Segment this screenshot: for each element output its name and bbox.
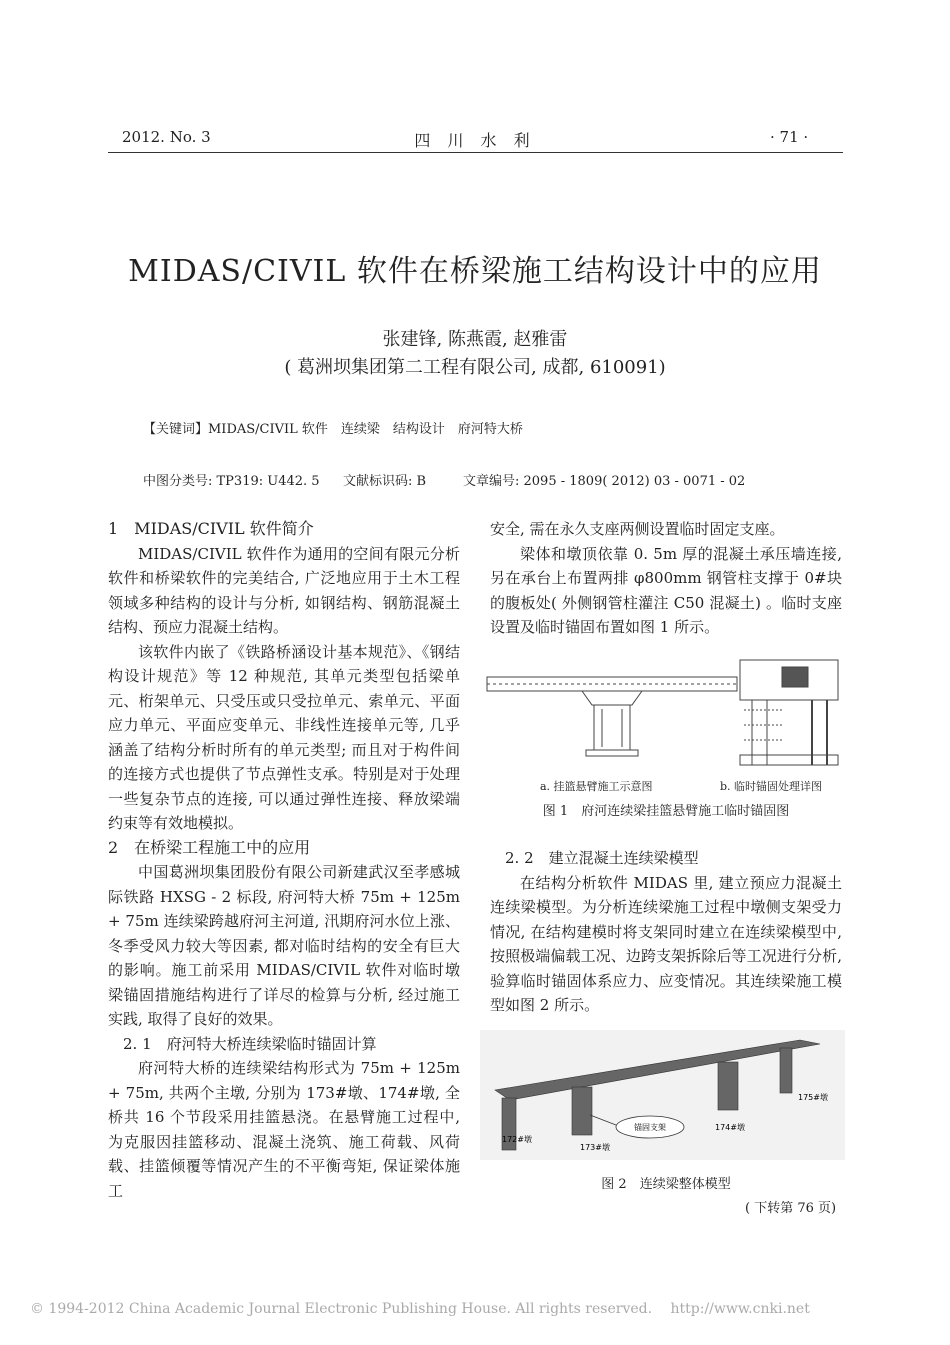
journal-issue: 2012. No. 3 [122,128,211,146]
paragraph-continued: 安全, 需在永久支座两侧设置临时固定支座。 [490,520,785,538]
journal-name: 四 川 水 利 [414,131,536,150]
header-rule [108,152,843,153]
pier-172-label: 172#墩 [502,1135,532,1144]
pier-174-label: 174#墩 [715,1123,745,1132]
keywords: 【关键词】MIDAS/CIVIL 软件 连续梁 结构设计 府河特大桥 [143,422,523,437]
paragraph: MIDAS/CIVIL 软件作为通用的空间有限元分析软件和桥梁软件的完美结合, 广泛地应用于土木工程领域多种结构的设计与分析, 如钢结构、钢筋混凝土结构、预应力混凝土结构。 [108,544,460,636]
paragraph: 在结构分析软件 MIDAS 里, 建立预应力混凝土连续梁模型。为分析连续梁施工过程中墩侧支架受力情况, 在结构建模时将支架同时建立在连续梁模型中, 按照极端偏载工况、边跨支架拆除后等工况进行分析, 验算临时锚固体系应力、应变情况。其连续梁施工模型如图 2 所示。 [490,873,842,1014]
figure-1a-label: a. 挂篮悬臂施工示意图 [540,780,653,793]
section-2-heading: 2 在桥梁工程施工中的应用 [108,837,311,857]
paragraph: 中国葛洲坝集团股份有限公司新建武汉至孝感城际铁路 HXSG - 2 标段, 府河特大桥 75m + 125m + 75m 连续梁跨越府河主河道, 汛期府河水位上涨、冬季受风力较大等因素, 都对临时结构的安全有巨大的影响。施工前采用 MIDAS/CIVIL 软件对临时墩梁锚固措施结构进行了详尽的检算与分析, 经过施工实践, 取得了良好的效果。 [108,863,460,1028]
figure-1b-label: b. 临时锚固处理详图 [720,780,823,793]
pier-173-label: 173#墩 [580,1143,610,1152]
callout-label: 锚固支架 [634,1123,666,1132]
section-2-2-heading: 2. 2 建立混凝土连续梁模型 [505,849,699,867]
figure-2-caption: 图 2 连续梁整体模型 [601,1177,731,1192]
article-title: MIDAS/CIVIL 软件在桥梁施工结构设计中的应用 [128,254,822,289]
left-column [108,517,460,1203]
pier-175 [780,1048,792,1093]
page-number: · 71 · [770,128,809,146]
figure-1-caption: 图 1 府河连续梁挂篮悬臂施工临时锚固图 [542,804,790,819]
section-1-heading: 1 MIDAS/CIVIL 软件简介 [108,519,314,538]
article-number: 文章编号: 2095 - 1809( 2012) 03 - 0071 - 02 [463,474,746,489]
right-column-bottom [490,846,842,1018]
pier-175-label: 175#墩 [798,1093,828,1102]
pier-174 [718,1062,738,1110]
affiliation: ( 葛洲坝集团第二工程有限公司, 成都, 610091) [284,357,666,378]
right-column-top [490,517,842,640]
authors: 张建锋, 陈燕霞, 赵雅雷 [382,329,568,350]
paragraph: 该软件内嵌了《铁路桥涵设计基本规范》、《钢结构设计规范》等 12 种规范, 其单元类型包括梁单元、桁架单元、只受压或只受拉单元、索单元、平面应力单元、平面应变单元、非线性连接单元等, 几乎涵盖了结构分析时所有的单元类型; 而且对于构件间的连接方式也提供了节点弹性支承。特别是对于处理一些复杂节点的连接, 可以通过弹性连接、释放梁端约束等有效地模拟。 [108,642,460,832]
continued-note: ( 下转第 76 页) [745,1201,837,1216]
figure-2-model [480,1030,845,1160]
figure-1-drawing [482,655,842,770]
section-2-1-heading: 2. 1 府河特大桥连续梁临时锚固计算 [123,1034,377,1053]
paragraph: 府河特大桥的连续梁结构形式为 75m + 125m + 75m, 共两个主墩, 分别为 173#墩、174#墩, 全桥共 16 个节段采用挂篮悬浇。在悬臂施工过程中, 为克服因挂篮移动、混凝土浇筑、施工荷载、风荷载、挂篮倾覆等情况产生的不平衡弯矩, 保证梁体施工 [108,1059,460,1200]
pier [594,705,630,750]
paragraph: 梁体和墩顶依靠 0. 5m 厚的混凝土承压墙连接, 另在承台上布置两排 φ800mm 钢管柱支撑于 0#块的腹板处( 外侧钢管柱灌注 C50 混凝土) 。临时支座设置及临时锚固布置如图 1 所示。 [490,544,842,636]
pier-cap [582,691,642,705]
copyright-footer: © 1994-2012 China Academic Journal Electronic Publishing House. All rights reserved. http://www.cnki.net [30,1301,810,1317]
clc-number: 中图分类号: TP319: U442. 5 [143,474,320,489]
document-code: 文献标识码: B [343,474,427,489]
pier-173 [572,1087,592,1135]
